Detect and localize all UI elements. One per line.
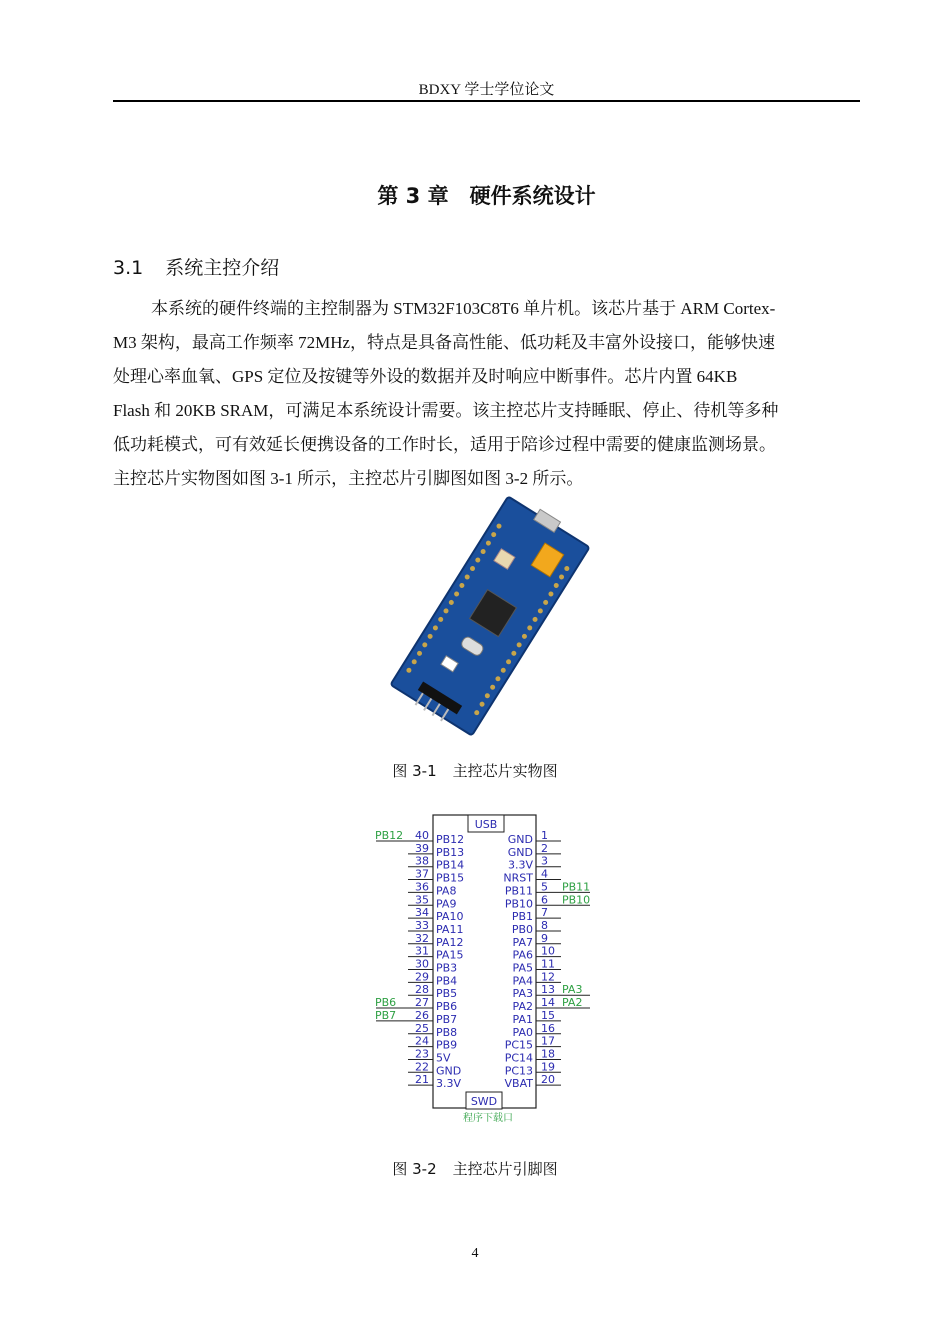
pin-number: 13 (541, 983, 555, 997)
header-rule (113, 100, 860, 102)
pin-name: PA9 (436, 897, 457, 911)
chapter-title: 第 3 章 硬件系统设计 (377, 184, 596, 208)
pin-number: 2 (541, 841, 548, 855)
paragraph-line: 本系统的硬件终端的主控制器为 STM32F103C8T6 单片机。该芯片基于 ARM Cortex- (151, 299, 776, 318)
board-photo (364, 495, 616, 737)
paragraph-line: 主控芯片实物图如图 3-1 所示，主控芯片引脚图如图 3-2 所示。 (113, 469, 584, 488)
pin-number: 11 (541, 957, 555, 971)
download-port-label: 程序下载口 (463, 1113, 513, 1124)
pin-name: GND (507, 833, 533, 846)
pin-name: GND (436, 1064, 462, 1078)
page-number: 4 (471, 1246, 479, 1261)
pin-number: 23 (415, 1047, 429, 1061)
pin-name: PC14 (504, 1051, 533, 1065)
pin-name: PA5 (512, 961, 533, 975)
pin-name: PB10 (504, 897, 533, 911)
pin-name: PB11 (504, 884, 533, 898)
pinout-diagram (372, 812, 602, 1127)
pin-name: PB1 (511, 910, 533, 924)
paragraph-line: Flash 和 20KB SRAM，可满足本系统设计需要。该主控芯片支持睡眠、停止、待机等多种 (113, 401, 779, 420)
pin-name: PC13 (504, 1064, 533, 1078)
swd-label: SWD (470, 1095, 498, 1108)
pin-number: 27 (415, 996, 429, 1010)
pin-number: 3 (541, 854, 548, 868)
pin-number: 4 (541, 867, 548, 881)
pin-number: 31 (415, 944, 429, 958)
pin-number: 17 (541, 1034, 555, 1048)
pin-number: 14 (541, 996, 555, 1010)
pin-name: PB12 (436, 833, 465, 846)
ext-label: PB10 (562, 893, 591, 907)
pin-number: 10 (541, 944, 555, 958)
figure-2-caption (0, 1158, 950, 1179)
pin-number: 32 (415, 931, 429, 945)
pin-name: PA6 (512, 948, 533, 962)
pin-name: VBAT (504, 1077, 533, 1091)
pin-name: PB8 (436, 1025, 458, 1039)
pin-name: PB4 (436, 974, 458, 988)
paragraph-line: 处理心率血氧、GPS 定位及按键等外设的数据并及时响应中断事件。芯片内置 64KB (113, 367, 738, 386)
pin-name: PB13 (436, 845, 465, 859)
pin-number: 19 (541, 1060, 555, 1074)
pin-number: 22 (415, 1060, 429, 1074)
pin-name: PB3 (436, 961, 458, 975)
ext-label: PB11 (562, 880, 591, 894)
pin-number: 35 (415, 893, 429, 907)
pin-number: 34 (415, 906, 429, 920)
pin-name: PA1 (512, 1012, 533, 1026)
pin-number: 28 (415, 983, 429, 997)
pin-name: GND (507, 845, 533, 859)
pin-name: PB6 (436, 1000, 458, 1014)
pin-name: PA0 (512, 1025, 533, 1039)
paragraph-line: M3 架构，最高工作频率 72MHz，特点是具备高性能、低功耗及丰富外设接口，能够快速 (113, 333, 776, 352)
section-number: 3.1 (113, 257, 144, 279)
pin-number: 21 (415, 1073, 429, 1087)
pin-name: PB5 (436, 987, 458, 1001)
pin-name: 5V (436, 1051, 451, 1065)
pin-number: 29 (415, 970, 429, 984)
pin-number: 20 (541, 1073, 555, 1087)
ext-label: PB7 (375, 1008, 397, 1022)
pin-number: 9 (541, 931, 548, 945)
pin-name: PA3 (512, 987, 533, 1001)
pin-name: NRST (503, 871, 533, 885)
pin-number: 26 (415, 1008, 429, 1022)
pin-number: 25 (415, 1021, 429, 1035)
pin-number: 1 (541, 829, 548, 842)
pin-number: 30 (415, 957, 429, 971)
figure-1-caption-text: 主控芯片实物图 (452, 762, 558, 780)
pin-name: 3.3V (436, 1077, 462, 1091)
page-header: BDXY 学士学位论文 (418, 82, 555, 98)
pin-number: 16 (541, 1021, 555, 1035)
section-heading: 系统主控介绍 (165, 257, 280, 279)
pin-number: 24 (415, 1034, 429, 1048)
pin-number: 7 (541, 906, 548, 920)
pin-name: PA11 (436, 922, 464, 936)
pin-name: PA10 (436, 910, 464, 924)
pin-name: PA12 (436, 935, 464, 949)
pin-number: 37 (415, 867, 429, 881)
ext-label: PB6 (375, 996, 397, 1010)
pin-name: PA8 (436, 884, 457, 898)
ext-label: PB12 (375, 829, 404, 842)
pin-number: 12 (541, 970, 555, 984)
pin-name: PB14 (436, 858, 465, 872)
pin-name: PA15 (436, 948, 464, 962)
pin-number: 6 (541, 893, 548, 907)
figure-2-number: 图 3-2 (392, 1160, 437, 1178)
figure-2-caption-text: 主控芯片引脚图 (452, 1160, 558, 1178)
pin-number: 38 (415, 854, 429, 868)
pin-name: PB0 (511, 922, 533, 936)
pin-number: 8 (541, 918, 548, 932)
pin-name: PA7 (512, 935, 533, 949)
body-paragraph (113, 292, 860, 496)
pin-number: 36 (415, 880, 429, 894)
pin-number: 40 (415, 829, 429, 842)
pin-number: 39 (415, 841, 429, 855)
pin-name: PB15 (436, 871, 465, 885)
pin-name: PC15 (504, 1038, 533, 1052)
pin-name: PA2 (512, 1000, 533, 1014)
section-title (113, 253, 279, 280)
paragraph-line: 低功耗模式，可有效延长便携设备的工作时长，适用于陪诊过程中需要的健康监测场景。 (113, 435, 776, 454)
pin-number: 33 (415, 918, 429, 932)
pin-number: 18 (541, 1047, 555, 1061)
pin-name: 3.3V (507, 858, 533, 872)
pin-number: 5 (541, 880, 548, 894)
pin-name: PB7 (436, 1012, 458, 1026)
ext-label: PA3 (562, 983, 583, 997)
pin-number: 15 (541, 1008, 555, 1022)
usb-label: USB (474, 818, 498, 831)
pin-name: PA4 (512, 974, 533, 988)
figure-1-number: 图 3-1 (392, 762, 437, 780)
ext-label: PA2 (562, 996, 583, 1010)
figure-1-caption (0, 760, 950, 781)
pin-name: PB9 (436, 1038, 458, 1052)
